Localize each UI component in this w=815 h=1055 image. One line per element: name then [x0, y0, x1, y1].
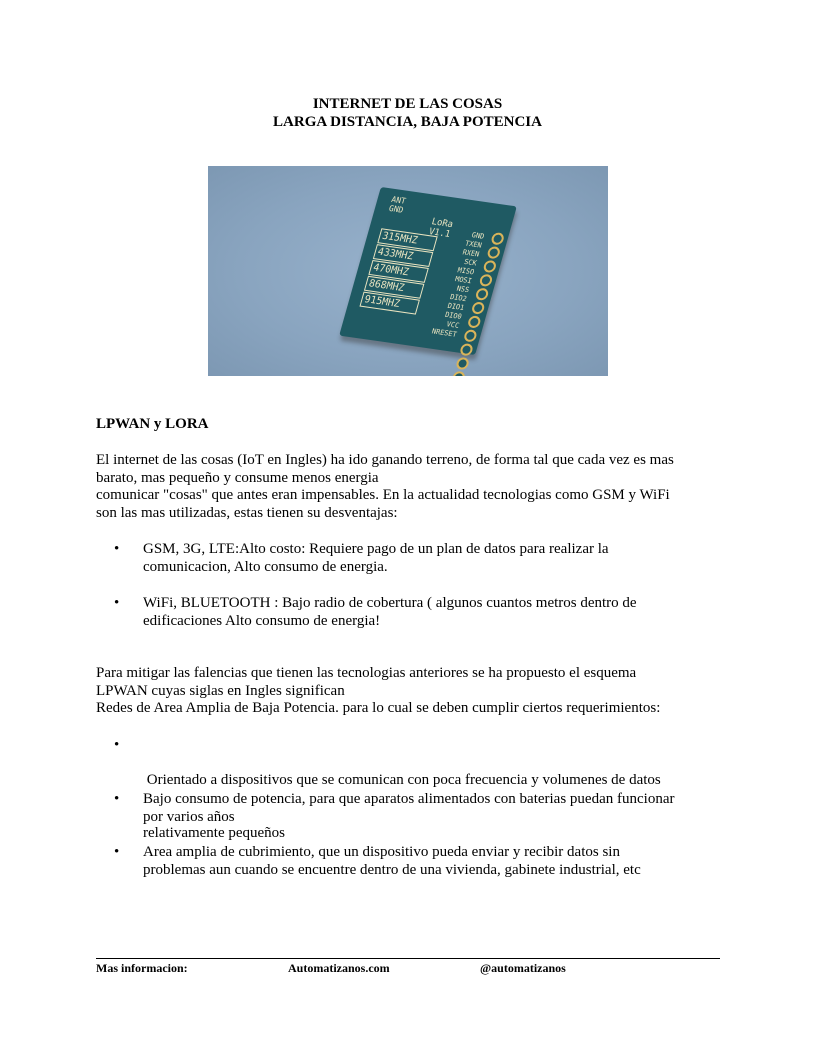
pin-label: DIO2 — [449, 292, 468, 304]
board-name: LoRa — [430, 217, 455, 231]
bullet-icon: • — [114, 737, 120, 753]
text-line: comunicar "cosas" que antes eran impensables. En la actualidad tecnologias como GSM y WiFi — [96, 487, 670, 503]
text-line: Orientado a dispositivos que se comunican con poca frecuencia y volumenes de datos — [143, 772, 661, 788]
pin-label: SCK — [463, 257, 478, 268]
footer-label: Mas informacion: — [96, 961, 188, 975]
bullet-icon: • — [114, 595, 120, 611]
title-line-2: LARGA DISTANCIA, BAJA POTENCIA — [273, 114, 542, 130]
lora-module-photo — [208, 166, 608, 376]
text-line: El internet de las cosas (IoT en Ingles) ha ido ganando terreno, de forma tal que cada vez es mas — [96, 452, 674, 468]
frequency-table — [359, 228, 438, 315]
bullet-icon: • — [114, 844, 120, 860]
bullet-icon: • — [114, 541, 120, 557]
section-heading: LPWAN y LORA — [96, 416, 209, 432]
pin-label: MISO — [456, 266, 476, 277]
text-line: comunicacion, Alto consumo de energia. — [143, 558, 388, 575]
board-version: V1.1 — [427, 227, 452, 240]
pin-label: MOSI — [454, 275, 473, 286]
footer-divider — [96, 958, 720, 959]
pin-label: DIO0 — [444, 310, 463, 321]
text-line: GSM, 3G, LTE:Alto costo: Requiere pago de un plan de datos para realizar la — [143, 541, 609, 557]
title-line-1: INTERNET DE LAS COSAS — [312, 96, 503, 112]
text-line: son las mas utilizadas, estas tienen su desventajas: — [96, 504, 398, 521]
pin-label: DIO1 — [446, 301, 466, 313]
text-line: Para mitigar las falencias que tienen las tecnologias anteriores se ha propuesto el esquema — [96, 665, 637, 681]
top-pin-labels — [388, 195, 407, 215]
frequency-label: 470MHZ — [368, 260, 428, 283]
text-line: problemas aun cuando se encuentre dentro de una vivienda, gabinete industrial, etc — [143, 861, 641, 878]
pin-label: VCC — [445, 320, 461, 330]
frequency-label: 433MHZ — [373, 244, 433, 267]
pin-label: NRESET — [430, 327, 458, 339]
lora-board — [339, 187, 517, 355]
frequency-label: 915MHZ — [359, 292, 419, 315]
text-line: barato, mas pequeño y consume menos energia — [96, 469, 379, 486]
pin-label: TXEN — [464, 239, 483, 250]
pin-label: GND — [387, 203, 405, 215]
bullet-icon: • — [114, 791, 120, 807]
text-line: Redes de Area Amplia de Baja Potencia. para lo cual se deben cumplir ciertos requerimientos: — [96, 700, 661, 716]
lpwan-paragraph — [96, 665, 726, 718]
pin-label: RXEN — [461, 248, 481, 259]
text-line: relativamente pequeños — [143, 824, 286, 841]
text-line: por varios años — [143, 808, 235, 825]
text-line: Bajo consumo de potencia, para que aparatos alimentados con baterias puedan funcionar — [143, 791, 675, 807]
text-line: LPWAN cuyas siglas en Ingles significan — [96, 682, 345, 699]
footer-social-handle[interactable]: @automatizanos — [480, 961, 566, 975]
frequency-label: 315MHZ — [377, 228, 437, 251]
text-line: edificaciones Alto consumo de energia! — [143, 612, 381, 629]
pin-label: NSS — [455, 284, 471, 295]
pin-label: ANT — [390, 194, 407, 206]
pin-label: GND — [470, 231, 486, 241]
text-line: Area amplia de cubrimiento, que un dispositivo pueda enviar y recibir datos sin — [143, 844, 620, 860]
text-line: WiFi, BLUETOOTH : Bajo radio de cobertura ( algunos cuantos metros dentro de — [143, 595, 637, 611]
document-title — [0, 95, 815, 131]
frequency-label: 868MHZ — [364, 276, 424, 299]
intro-paragraph — [96, 452, 726, 522]
footer-website-link[interactable]: Automatizanos.com — [288, 961, 390, 975]
